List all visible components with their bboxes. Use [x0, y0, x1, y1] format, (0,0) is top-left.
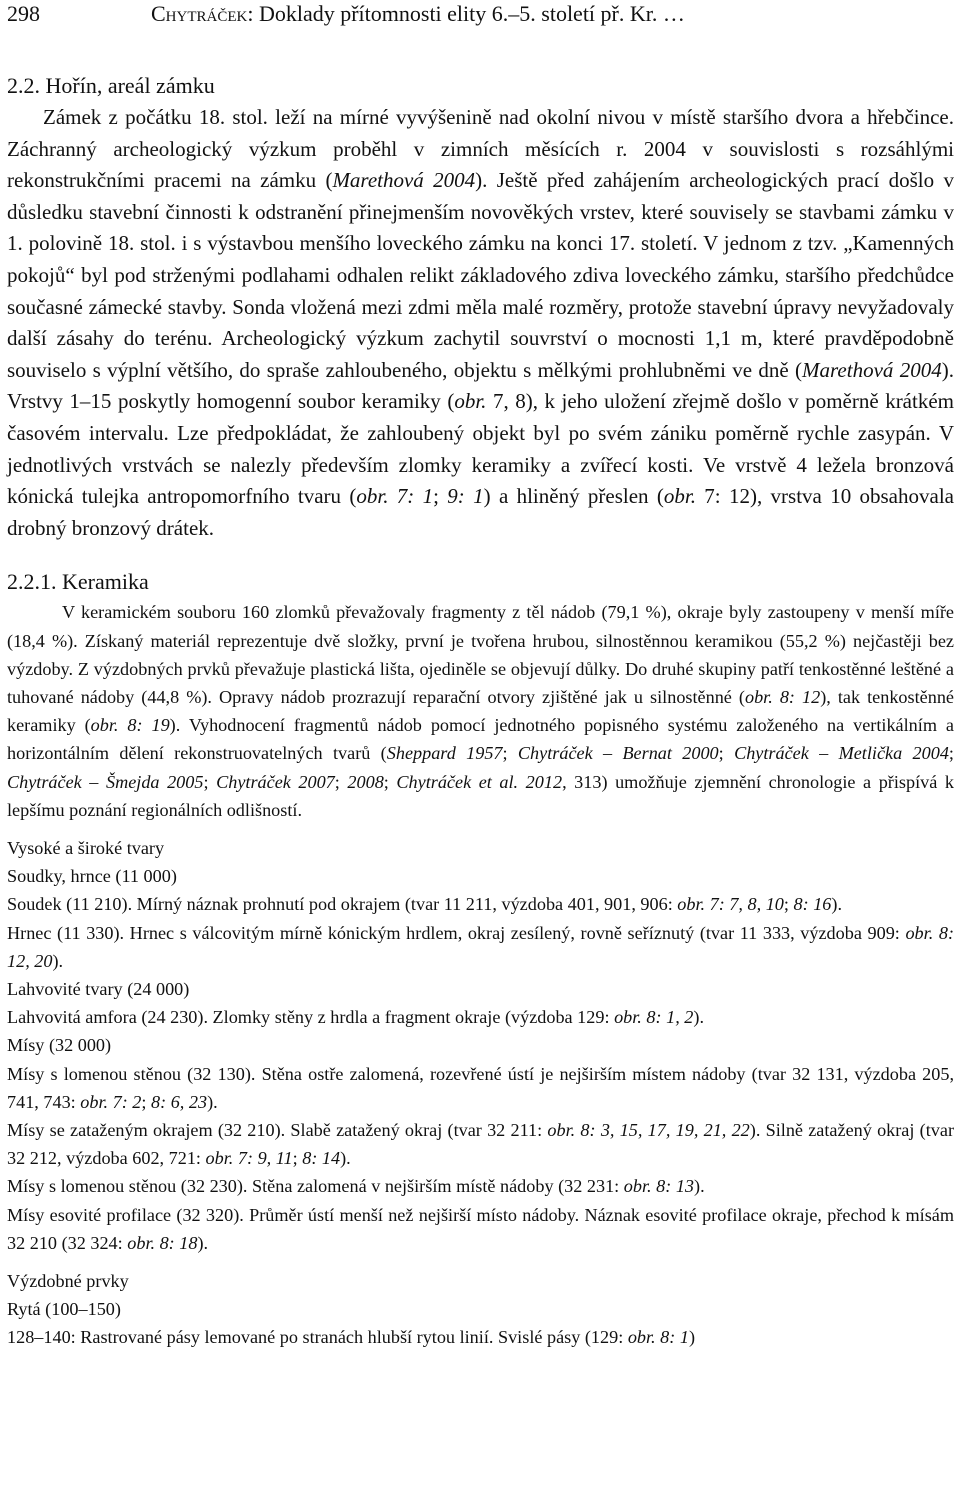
- list-item: Mísy esovité profilace (32 320). Průměr ústí menší než nejširší místo nádoby. Náznak esovité profilace okraje, přechod k mísám 32 210 (32 324: obr. 8: 18).: [7, 1204, 954, 1253]
- list-item: Mísy se zataženým okrajem (32 210). Slabě zatažený okraj (tvar 32 211: obr. 8: 3, 15, 17, 19, 21, 22). Silně zatažený okraj (tvar 32 212, výzdoba 602, 721: obr. 7: 9, 11; 8: 14).: [7, 1119, 955, 1169]
- list-item: Lahvovitá amfora (24 230). Zlomky stěny z hrdla a fragment okraje (výzdoba 129: obr. 8: 1, 2).: [7, 1007, 704, 1028]
- list-item: Vysoké a široké tvary: [7, 837, 165, 858]
- page-number: 298: [7, 1, 40, 26]
- list-item: Soudky, hrnce (11 000): [7, 866, 177, 887]
- subsection-title: 2.2.1. Keramika: [7, 569, 149, 595]
- list-item: Mísy (32 000): [7, 1035, 112, 1056]
- list-item: Mísy s lomenou stěnou (32 230). Stěna zalomená v nejširším místě nádoby (32 231: obr. 8: 13).: [7, 1176, 705, 1197]
- section-title: 2.2. Hořín, areál zámku: [7, 73, 215, 98]
- typology-list: [7, 834, 954, 1352]
- subsection-paragraph: V keramickém souboru 160 zlomků převažovaly fragmenty z těl nádob (79,1 %), okraje byly zastoupeny v menší míře (18,4 %). Získaný materiál reprezentuje dvě složky, první je tvořena hrubou, silnostěnnou keramikou (55,2 %) nejčastěji bez výzdoby. Z výzdobných prvků převažuje plastická lišta, ojediněle se objevují důlky. Do druhé skupiny patří tenkostěnné leštěné a tuhované nádoby (44,8 %). Opravy nádob prozrazují reparační otvory zjištěné jak u silnostěnné (obr. 8: 12), tak tenkostěnné keramiky (obr. 8: 19). Vyhodnocení fragmentů nádob pomocí jednotného popisného systému založeného na vertikálním a horizontálním dělení rekonstruovatelných tvarů (Sheppard 1957; Chytráček – Bernat 2000; Chytráček – Metlička 2004; Chytráček – Šmejda 2005; Chytráček 2007; 2008; Chytráček et al. 2012, 313) umožňuje zjemnění chronologie a přispívá k lepšímu poznání regionálních odlišností.: [7, 602, 954, 820]
- header-title: : Doklady přítomnosti elity 6.–5. století př. Kr. …: [247, 1, 685, 26]
- document-page: [7, 0, 954, 1352]
- list-item: Hrnec (11 330). Hrnec s válcovitým mírně kónickým hrdlem, okraj zesílený, rovně seříznutý (tvar 11 333, výzdoba 909: obr. 8: 12, 20).: [7, 922, 954, 971]
- list-item: Lahvovité tvary (24 000): [7, 978, 190, 999]
- section-paragraph: Zámek z počátku 18. stol. leží na mírné vyvýšenině nad okolní nivou v místě staršího dvora a hřebčince. Záchranný archeologický výzkum proběhl v zimních měsících r. 2004 v souvislosti s rozsáhlými rekonstrukčními pracemi na zámku (Marethová 2004). Ještě před zahájením archeologických prací došlo v důsledku stavební činnosti k odstranění přinejmenším novověkých vrstev, které souvisely se stavbami zámku v 1. polovině 18. stol. i s výstavbou menšího loveckého zámku na konci 17. století. V jednom z tzv. „Kamenných pokojů“ byl pod strženými podlahami odhalen relikt základového zdiva loveckého zámku, staršího předchůdce současné zámecké stavby. Sonda vložená mezi zdmi měla malé rozměry, protože stavební úpravy nevyžadovaly další zásahy do terénu. Archeologický výzkum zachytil souvrství o mocnosti 1,1 m, které pravděpodobně souviselo s výplní většího, do spraše zahloubeného, objektu s mělkými prohlubněmi ve dně (Marethová 2004). Vrstvy 1–15 poskytly homogenní soubor keramiky (obr. 7, 8), k jeho uložení zřejmě došlo v poměrně krátkém časovém intervalu. Lze předpokládat, že zahloubený objekt byl po svém zániku poměrně rychle zasypán. V jednotlivých vrstvách se nalezly především zlomky keramiky a zvířecí kosti. Ve vrstvě 4 ležela bronzová kónická tulejka antropomorfního tvaru (obr. 7: 1; 9: 1) a hliněný přeslen (obr. 7: 12), vrstva 10 obsahovala drobný bronzový drátek.: [7, 105, 954, 540]
- header-author: Chytráček: [151, 1, 248, 26]
- list-item: 128–140: Rastrované pásy lemované po stranách hlubší rytou linií. Svislé pásy (129: obr. 8: 1): [7, 1327, 696, 1348]
- list-item: Soudek (11 210). Mírný náznak prohnutí pod okrajem (tvar 11 211, výzdoba 401, 901, 906: obr. 7: 7, 8, 10; 8: 16).: [7, 894, 843, 915]
- list-item: Rytá (100–150): [7, 1299, 121, 1320]
- typology-group-shapes: [7, 834, 954, 1257]
- list-item: Výzdobné prvky: [7, 1270, 129, 1291]
- running-header: [7, 0, 954, 28]
- typology-group-decoration: [7, 1267, 954, 1352]
- list-item: Mísy s lomenou stěnou (32 130). Stěna ostře zalomená, rozevřené ústí je nejširším místem nádoby (tvar 32 131, výzdoba 205, 741, 743: obr. 7: 2; 8: 6, 23).: [7, 1063, 954, 1112]
